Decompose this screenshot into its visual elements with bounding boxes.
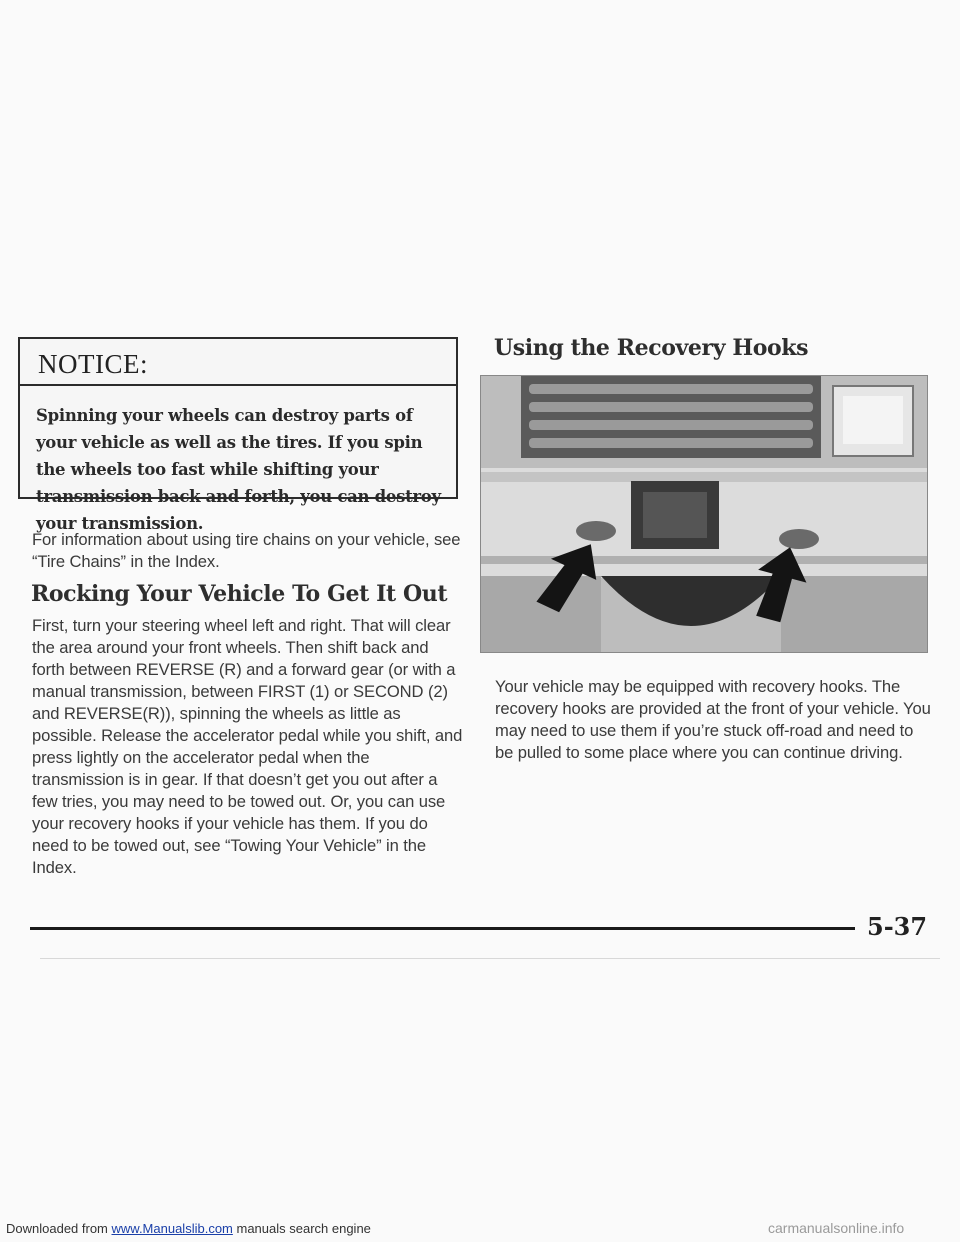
- tire-chains-paragraph: For information about using tire chains on your vehicle, see “Tire Chains” in the Index.: [32, 530, 461, 571]
- manualslib-link[interactable]: www.Manualslib.com: [111, 1221, 233, 1236]
- notice-header: [20, 339, 456, 386]
- faint-rule: [40, 958, 940, 959]
- page-rule: [30, 927, 855, 930]
- rocking-heading: Rocking Your Vehicle To Get It Out: [31, 581, 448, 607]
- truck-front-photo: [480, 375, 928, 653]
- notice-body: Spinning your wheels can destroy parts of your vehicle as well as the tires. If you spin the wheels too fast while shifting your transmission back and forth, you can destroy your transmission.: [36, 406, 441, 533]
- recovery-hooks-heading: Using the Recovery Hooks: [494, 335, 809, 361]
- notice-box: [18, 337, 458, 533]
- footer-suffix: manuals search engine: [232, 1221, 371, 1236]
- page-number: 5-37: [867, 912, 928, 941]
- recovery-hooks-paragraph: Your vehicle may be equipped with recovery hooks. The recovery hooks are provided at the front of your vehicle. You may need to use them if you’re stuck off-road and need to be pulled to some place where you can continue driving.: [495, 677, 931, 762]
- download-footer: [6, 1221, 371, 1236]
- truck-front-recovery-hooks-icon: [481, 376, 927, 652]
- notice-title: NOTICE:: [38, 349, 148, 379]
- rocking-paragraph: First, turn your steering wheel left and right. That will clear the area around your front wheels. Then shift back and forth between REVERSE (R) and a forward gear (or with a manual transmission, between FIRST (1) or SECOND (2) and REVERSE(R)), spinning the wheels as little as possible. Release the accelerator pedal while you shift, and press lightly on the accelerator pedal when the transmission is in gear. If that doesn’t get you out after a few tries, you may need to be towed out. Or, you can use your recovery hooks if your vehicle has them. If you do need to be towed out, see “Towing Your Vehicle” in the Index.: [32, 616, 463, 877]
- watermark: carmanualsonline.info: [768, 1220, 905, 1236]
- footer-prefix: Downloaded from: [6, 1221, 112, 1236]
